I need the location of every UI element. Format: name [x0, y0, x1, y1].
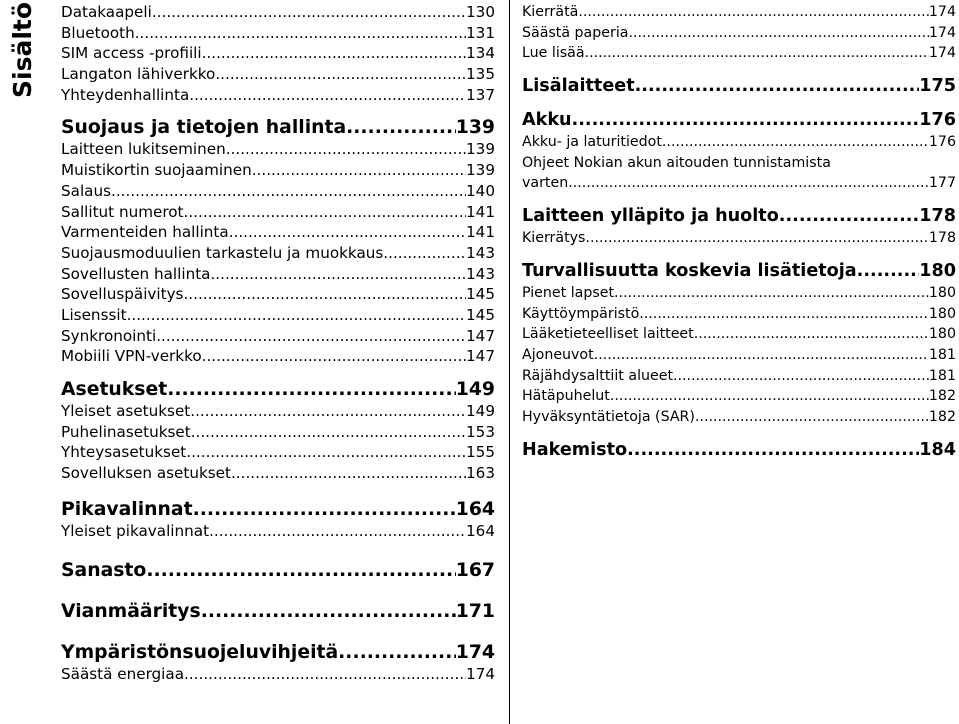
section-heading: Turvallisuutta koskevia lisätietoja	[522, 260, 857, 281]
entry-label: varten	[522, 175, 569, 192]
dot-leader	[201, 600, 456, 623]
dot-leader	[673, 366, 929, 387]
page-number: 184	[919, 439, 956, 460]
toc-section	[61, 600, 495, 623]
entry-label: Säästä energiaa	[61, 665, 185, 684]
entry-label: SIM access -profiili	[61, 44, 202, 63]
dot-leader	[191, 422, 466, 443]
dot-leader	[635, 75, 920, 98]
toc-entry[interactable]	[522, 407, 956, 428]
page-number: 145	[466, 305, 495, 324]
entry-label: Ajoneuvot	[522, 346, 594, 363]
toc-heading-entry[interactable]	[61, 498, 495, 521]
toc-section	[61, 116, 495, 367]
section-heading: Pikavalinnat	[61, 498, 193, 520]
toc-heading-entry[interactable]	[522, 439, 956, 462]
toc-section	[61, 498, 495, 542]
dot-leader	[252, 160, 466, 181]
entry-label: Laitteen lukitseminen	[61, 140, 226, 159]
dot-leader	[210, 264, 466, 285]
dot-leader	[695, 407, 929, 428]
page-number: 137	[466, 85, 495, 104]
toc-entry[interactable]	[522, 132, 956, 153]
dot-leader	[184, 664, 466, 685]
toc-entry[interactable]	[522, 345, 956, 366]
page-number: 141	[466, 223, 495, 242]
toc-entry[interactable]	[61, 264, 495, 285]
toc-entry[interactable]	[522, 283, 956, 304]
page-number: 149	[455, 379, 495, 400]
dot-leader	[231, 463, 466, 484]
toc-entry[interactable]	[61, 160, 495, 181]
page-number: 174	[455, 642, 495, 664]
dot-leader	[226, 139, 466, 160]
page-number: 143	[466, 264, 495, 283]
toc-heading-entry[interactable]	[61, 641, 495, 664]
page-number: 139	[455, 117, 495, 139]
toc-section	[522, 2, 956, 64]
section-heading: Ympäristönsuojeluvihjeitä	[61, 642, 339, 664]
dot-leader	[146, 559, 455, 582]
entry-label: Datakaapeli	[61, 3, 152, 21]
dot-leader	[628, 23, 928, 44]
page-number: 130	[466, 3, 495, 21]
toc-section	[61, 378, 495, 484]
toc-entry[interactable]	[61, 305, 495, 326]
page-number: 178	[928, 230, 956, 247]
toc-entry[interactable]	[61, 85, 495, 106]
dot-leader	[202, 346, 466, 367]
entry-label: Yhteysasetukset	[61, 443, 187, 462]
entry-label: Lääketieteelliset laitteet	[522, 326, 694, 343]
toc-heading-entry[interactable]	[61, 559, 495, 582]
toc-entry[interactable]	[522, 366, 956, 387]
toc-entry[interactable]	[522, 43, 956, 64]
entry-label: Bluetooth	[61, 23, 135, 42]
column-divider	[509, 0, 510, 724]
entry-label: Käyttöympäristö	[522, 305, 640, 322]
section-heading: Lisälaitteet	[522, 76, 635, 97]
section-heading: Vianmääritys	[61, 601, 201, 623]
entry-label: Hätäpuhelut	[522, 388, 610, 405]
page-number: 174	[928, 24, 956, 41]
entry-label: Salaus	[61, 181, 112, 200]
toc-right-column	[522, 2, 956, 462]
page-number: 167	[455, 560, 495, 582]
page-number: 163	[466, 464, 495, 483]
entry-label: Sovellusten hallinta	[61, 264, 211, 283]
dot-leader	[383, 243, 466, 264]
entry-label: Langaton lähiverkko	[61, 65, 216, 84]
toc-entry[interactable]	[61, 43, 495, 64]
toc-section	[522, 439, 956, 462]
entry-label: Yleiset pikavalinnat	[61, 521, 210, 540]
entry-label: Lisenssit	[61, 305, 127, 324]
toc-entry[interactable]	[61, 202, 495, 223]
toc-entry[interactable]	[522, 304, 956, 325]
dot-leader	[186, 442, 466, 463]
dot-leader	[111, 181, 466, 202]
dot-leader	[152, 2, 466, 23]
toc-heading-entry[interactable]	[522, 109, 956, 132]
page-number: 176	[928, 134, 956, 151]
dot-leader	[585, 43, 929, 64]
toc-entry[interactable]	[61, 463, 495, 484]
toc-section	[522, 75, 956, 98]
toc-entry[interactable]	[61, 326, 495, 347]
page-number: 141	[466, 202, 495, 221]
toc-entry-first-line[interactable]: Ohjeet Nokian akun aitouden tunnistamista	[522, 154, 831, 171]
page-number: 174	[928, 4, 956, 20]
page-number: 176	[919, 110, 956, 131]
page-number: 139	[466, 140, 495, 159]
entry-label: Säästä paperia	[522, 24, 629, 41]
toc-entry[interactable]	[522, 2, 956, 23]
dot-leader	[135, 23, 466, 44]
dot-leader	[215, 64, 466, 85]
dot-leader	[662, 132, 929, 153]
page-number: 177	[928, 175, 956, 192]
toc-section	[61, 2, 495, 105]
dot-leader	[585, 228, 928, 249]
toc-heading-entry[interactable]	[522, 75, 956, 98]
page-number: 164	[455, 498, 495, 520]
page-number: 174	[466, 665, 495, 684]
page-number: 143	[466, 243, 495, 262]
toc-entry[interactable]	[61, 521, 495, 542]
toc-entry[interactable]	[61, 664, 495, 685]
entry-label: Varmenteiden hallinta	[61, 223, 229, 242]
entry-label: Kierrätä	[522, 4, 579, 20]
page-number: 147	[466, 347, 495, 366]
dot-leader	[184, 202, 466, 223]
toc-entry[interactable]	[522, 23, 956, 44]
page-number: 134	[466, 44, 495, 63]
toc-entry[interactable]	[61, 346, 495, 367]
toc-entry[interactable]	[522, 228, 956, 249]
dot-leader	[568, 173, 929, 194]
toc-heading-entry[interactable]	[61, 600, 495, 623]
toc-left-column	[61, 2, 495, 685]
entry-label: Muistikortin suojaaminen	[61, 161, 252, 180]
section-heading: Hakemisto	[522, 439, 628, 460]
toc-entry[interactable]	[522, 324, 956, 345]
dot-leader	[614, 283, 929, 304]
dot-leader	[167, 378, 456, 401]
toc-entry[interactable]	[61, 23, 495, 44]
side-section-title	[8, 1, 42, 104]
toc-entry[interactable]	[61, 422, 495, 443]
toc-entry[interactable]	[61, 222, 495, 243]
page-number: 131	[466, 23, 495, 42]
page-number: 175	[919, 76, 956, 97]
section-heading: Akku	[522, 110, 572, 131]
page-number: 178	[919, 206, 956, 227]
page-number: 180	[928, 326, 956, 343]
dot-leader	[578, 2, 929, 23]
entry-label: Sovelluspäivitys	[61, 285, 184, 304]
dot-leader	[779, 205, 919, 228]
entry-label: Synkronointi	[61, 326, 157, 345]
dot-leader	[156, 326, 466, 347]
page-number: 180	[928, 305, 956, 322]
toc-entry[interactable]	[61, 401, 495, 422]
dot-leader	[183, 284, 466, 305]
page-number: 174	[928, 45, 956, 62]
toc-heading-entry[interactable]	[522, 260, 956, 283]
dot-leader	[189, 85, 466, 106]
entry-label: Pienet lapset	[522, 284, 615, 301]
page-number: 140	[466, 181, 495, 200]
entry-label: Hyväksyntätietoja (SAR)	[522, 408, 695, 425]
page-number: 135	[466, 65, 495, 84]
page-number: 153	[466, 422, 495, 441]
toc-entry[interactable]	[61, 181, 495, 202]
dot-leader	[193, 498, 456, 521]
entry-label: Puhelinasetukset	[61, 422, 191, 441]
dot-leader	[594, 345, 929, 366]
toc-entry[interactable]	[522, 386, 956, 407]
dot-leader	[610, 386, 929, 407]
page-number: 147	[466, 326, 495, 345]
toc-entry[interactable]	[61, 442, 495, 463]
page-number: 145	[466, 285, 495, 304]
toc-entry[interactable]	[61, 2, 495, 23]
section-heading: Laitteen ylläpito ja huolto	[522, 206, 779, 227]
dot-leader	[639, 304, 929, 325]
dot-leader	[190, 401, 466, 422]
dot-leader	[346, 116, 456, 139]
toc-entry[interactable]	[522, 173, 956, 194]
dot-leader	[202, 43, 466, 64]
dot-leader	[694, 324, 929, 345]
toc-heading-entry[interactable]	[522, 205, 956, 228]
side-title-text: Sisältö	[8, 1, 37, 98]
toc-heading-entry[interactable]	[61, 378, 495, 401]
toc-heading-entry[interactable]	[61, 116, 495, 139]
toc-entry[interactable]	[61, 139, 495, 160]
page-number: 180	[928, 284, 956, 301]
page-number: 182	[928, 408, 956, 425]
page-number: 182	[928, 388, 956, 405]
entry-label: Akku- ja laturitiedot	[522, 134, 662, 151]
toc-section	[61, 559, 495, 582]
page-number: 164	[466, 521, 495, 540]
section-heading: Suojaus ja tietojen hallinta	[61, 117, 347, 139]
dot-leader	[127, 305, 466, 326]
toc-section	[522, 260, 956, 428]
dot-leader	[572, 109, 920, 132]
entry-label: Yhteydenhallinta	[61, 85, 190, 104]
entry-label: Sallitut numerot	[61, 202, 184, 221]
toc-section	[522, 205, 956, 249]
page-number: 171	[455, 601, 495, 623]
dot-leader	[229, 222, 466, 243]
toc-section	[61, 641, 495, 685]
section-heading: Asetukset	[61, 379, 168, 400]
toc-entry[interactable]	[61, 284, 495, 305]
dot-leader	[209, 521, 466, 542]
entry-label: Mobiili VPN-verkko	[61, 347, 202, 366]
page-number: 180	[919, 260, 956, 281]
section-heading: Sanasto	[61, 560, 147, 582]
toc-entry[interactable]	[61, 243, 495, 264]
toc-section	[522, 109, 956, 194]
entry-label: Räjähdysalttiit alueet	[522, 367, 674, 384]
entry-label: Yleiset asetukset	[61, 402, 191, 420]
entry-label: Kierrätys	[522, 230, 586, 247]
entry-label: Sovelluksen asetukset	[61, 464, 231, 483]
entry-label: Lue lisää	[522, 45, 585, 62]
dot-leader	[857, 260, 920, 283]
page-number: 181	[928, 346, 956, 363]
page-number: 181	[928, 367, 956, 384]
toc-entry[interactable]	[61, 64, 495, 85]
entry-label: Suojausmoduulien tarkastelu ja muokkaus	[61, 243, 384, 262]
dot-leader	[338, 641, 456, 664]
page-number: 139	[466, 161, 495, 180]
page-number: 149	[466, 402, 495, 420]
page-number: 155	[466, 443, 495, 462]
dot-leader	[627, 439, 919, 462]
